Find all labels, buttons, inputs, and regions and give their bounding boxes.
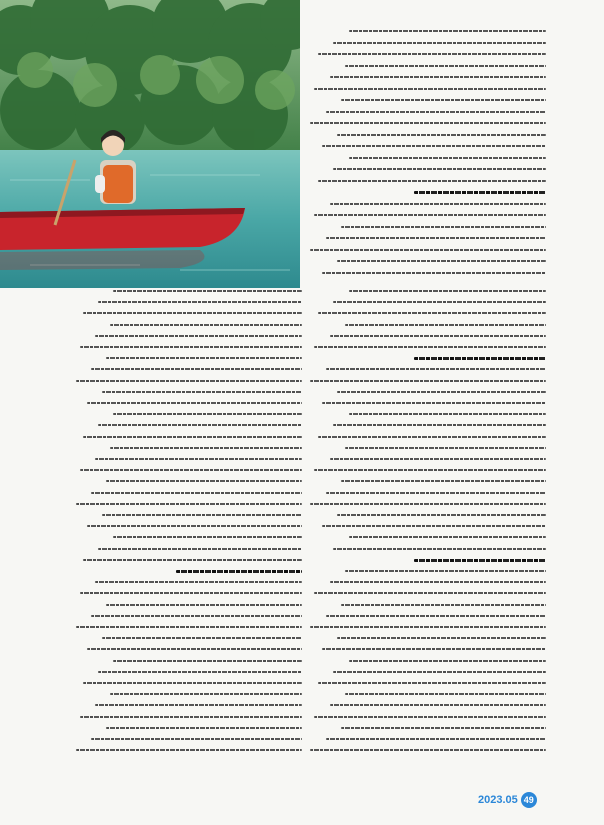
text-line	[98, 671, 302, 673]
text-line	[102, 514, 302, 516]
text-line	[110, 693, 302, 695]
text-line	[326, 368, 546, 370]
upper-right-text-column	[306, 30, 546, 290]
text-line	[318, 436, 546, 438]
text-line	[349, 413, 546, 415]
text-line	[326, 738, 546, 740]
text-line	[106, 604, 302, 606]
text-line	[349, 660, 546, 662]
issue-date: 2023.05	[478, 794, 518, 806]
text-line	[326, 237, 546, 239]
lower-left-text-column	[72, 290, 302, 760]
text-line	[326, 492, 546, 494]
page-footer	[478, 792, 537, 808]
text-line	[91, 368, 302, 370]
text-line	[80, 592, 302, 594]
text-line	[333, 548, 546, 550]
text-line	[345, 324, 546, 326]
text-line	[80, 716, 302, 718]
text-line	[80, 469, 302, 471]
text-line	[80, 346, 302, 348]
text-line	[318, 312, 546, 314]
text-line	[341, 226, 546, 228]
text-line	[337, 637, 546, 639]
text-line	[113, 290, 302, 292]
lower-right-text-column	[306, 290, 546, 760]
text-line	[87, 525, 302, 527]
page-number: 49	[521, 792, 537, 808]
text-line	[318, 180, 546, 182]
text-line	[333, 424, 546, 426]
text-line	[314, 346, 546, 348]
text-line	[349, 536, 546, 538]
text-line	[310, 380, 546, 382]
text-line	[349, 30, 546, 32]
text-line	[333, 42, 546, 44]
text-line	[91, 738, 302, 740]
text-line	[83, 436, 302, 438]
text-line	[330, 458, 546, 460]
section-heading-line	[414, 559, 546, 562]
text-line	[322, 525, 546, 527]
section-heading-line	[414, 357, 546, 360]
text-line	[322, 145, 546, 147]
text-line	[98, 424, 302, 426]
text-line	[330, 203, 546, 205]
text-line	[337, 260, 546, 262]
text-line	[102, 391, 302, 393]
text-line	[95, 581, 302, 583]
text-line	[310, 503, 546, 505]
text-line	[76, 749, 302, 751]
text-line	[345, 447, 546, 449]
text-line	[337, 514, 546, 516]
text-line	[113, 536, 302, 538]
text-line	[310, 122, 546, 124]
text-line	[83, 312, 302, 314]
text-line	[314, 469, 546, 471]
text-line	[326, 111, 546, 113]
text-line	[76, 380, 302, 382]
text-line	[87, 648, 302, 650]
text-line	[333, 168, 546, 170]
section-heading-line	[414, 191, 546, 194]
text-line	[314, 592, 546, 594]
text-line	[326, 615, 546, 617]
text-line	[337, 134, 546, 136]
text-line	[106, 480, 302, 482]
text-line	[322, 402, 546, 404]
text-line	[83, 682, 302, 684]
text-line	[87, 402, 302, 404]
text-line	[113, 660, 302, 662]
text-line	[333, 671, 546, 673]
text-line	[95, 335, 302, 337]
text-line	[322, 272, 546, 274]
text-line	[322, 648, 546, 650]
text-line	[310, 249, 546, 251]
text-line	[318, 53, 546, 55]
canoe-photo	[0, 0, 300, 288]
text-line	[341, 99, 546, 101]
text-line	[330, 335, 546, 337]
text-line	[345, 65, 546, 67]
text-line	[341, 604, 546, 606]
text-line	[110, 447, 302, 449]
text-line	[330, 581, 546, 583]
text-line	[330, 76, 546, 78]
text-line	[310, 626, 546, 628]
text-line	[333, 301, 546, 303]
text-line	[345, 693, 546, 695]
text-line	[341, 480, 546, 482]
text-line	[95, 704, 302, 706]
text-line	[349, 290, 546, 292]
text-line	[91, 492, 302, 494]
text-line	[310, 749, 546, 751]
text-line	[102, 637, 302, 639]
text-line	[314, 88, 546, 90]
text-line	[98, 301, 302, 303]
section-heading-line	[176, 570, 303, 573]
text-line	[113, 413, 302, 415]
text-line	[314, 716, 546, 718]
text-line	[337, 391, 546, 393]
text-line	[83, 559, 302, 561]
text-line	[314, 214, 546, 216]
text-line	[91, 615, 302, 617]
text-line	[98, 548, 302, 550]
text-line	[76, 626, 302, 628]
text-line	[110, 324, 302, 326]
text-line	[95, 458, 302, 460]
text-line	[349, 157, 546, 159]
text-line	[106, 357, 302, 359]
text-line	[341, 727, 546, 729]
text-line	[318, 682, 546, 684]
text-line	[106, 727, 302, 729]
text-line	[330, 704, 546, 706]
text-line	[76, 503, 302, 505]
text-line	[345, 570, 546, 572]
